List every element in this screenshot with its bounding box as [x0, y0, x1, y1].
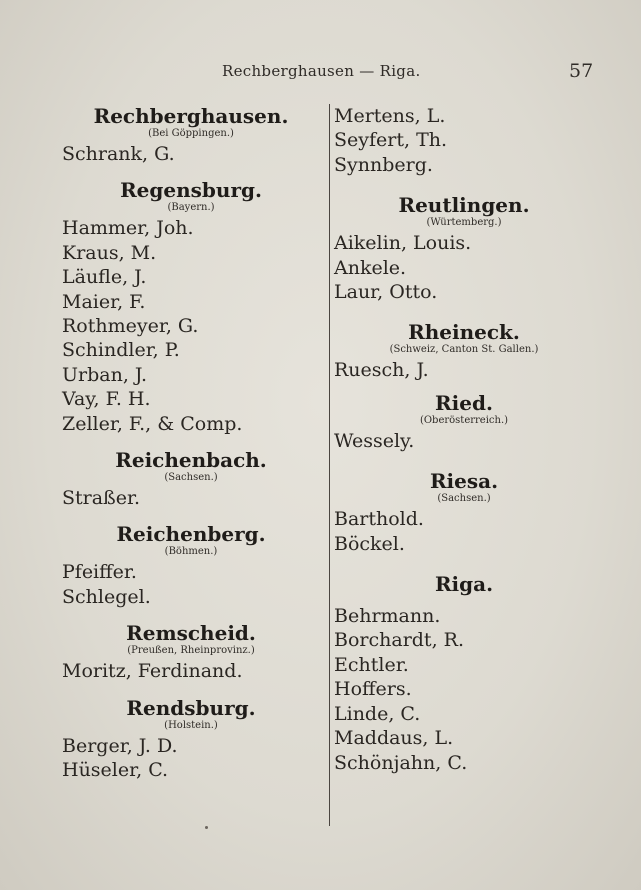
place-section [334, 469, 594, 556]
firm-entry: Maddaus, L. [334, 727, 454, 750]
place-section [62, 104, 320, 166]
spacer [62, 609, 320, 621]
firm-entry: Seyfert, Th. [334, 129, 448, 152]
region-note: (Preußen, Rheinprovinz.) [127, 645, 255, 657]
spacer [334, 556, 594, 572]
entry-list [334, 604, 594, 775]
spacer [334, 177, 594, 193]
firm-entry: Ankele. [334, 256, 407, 279]
right-column [334, 104, 594, 775]
firm-entry: Wessely. [334, 429, 415, 452]
region-note: (Sachsen.) [164, 472, 218, 484]
entry-list [62, 486, 320, 510]
firm-entry: Barthold. [334, 508, 424, 531]
place-heading: Reutlingen. [398, 193, 530, 218]
entry-list [62, 659, 320, 683]
entry-list [334, 358, 594, 382]
firm-entry: Kraus, M. [62, 241, 157, 264]
firm-entry: Schönjahn, C. [334, 751, 468, 774]
place-heading: Ried. [435, 390, 493, 415]
place-section [334, 572, 594, 775]
place-section [62, 522, 320, 609]
firm-entry: Schrank, G. [62, 143, 175, 165]
page-number: 57 [569, 60, 594, 82]
place-heading: Reichenbach. [115, 448, 267, 473]
region-note: (Schweiz, Canton St. Gallen.) [389, 344, 539, 356]
firm-entry: Moritz, Ferdinand. [62, 660, 243, 683]
firm-entry: Vay, F. H. [62, 388, 151, 411]
spacer [62, 436, 320, 448]
firm-entry: Urban, J. [62, 363, 148, 386]
firm-entry: Laur, Otto. [334, 281, 438, 304]
place-section [62, 178, 320, 436]
firm-entry: Mertens, L. [334, 105, 446, 127]
place-heading: Rechberghausen. [93, 104, 289, 128]
ink-speck [205, 826, 208, 829]
entry-list [62, 216, 320, 436]
firm-entry: Behrmann. [334, 605, 441, 628]
place-heading: Remscheid. [126, 621, 256, 646]
region-note: (Sachsen.) [437, 493, 491, 505]
firm-entry: Maier, F. [62, 290, 146, 313]
region-note: (Böhmen.) [164, 546, 218, 558]
region-note: (Bayern.) [167, 202, 215, 214]
spacer [62, 684, 320, 696]
firm-entry: Borchardt, R. [334, 629, 464, 652]
firm-entry: Rothmeyer, G. [62, 315, 199, 338]
place-section [62, 621, 320, 683]
place-section [334, 193, 594, 304]
firm-entry: Böckel. [334, 532, 405, 555]
region-note: (Oberösterreich.) [419, 414, 509, 426]
firm-entry: Straßer. [62, 487, 141, 510]
region-note: (Holstein.) [164, 719, 218, 731]
firm-entry: Hoffers. [334, 678, 412, 701]
entry-list [334, 104, 594, 177]
place-section [62, 696, 320, 783]
firm-entry: Hammer, Joh. [62, 217, 194, 240]
firm-entry: Schlegel. [62, 585, 151, 608]
spacer [62, 510, 320, 522]
firm-entry: Schindler, P. [62, 339, 180, 362]
place-section [62, 448, 320, 510]
page-header [0, 60, 641, 86]
firm-entry: Aikelin, Louis. [334, 232, 472, 255]
firm-entry: Linde, C. [334, 702, 421, 725]
place-heading: Regensburg. [120, 178, 262, 203]
place-heading: Riesa. [429, 469, 499, 494]
firm-entry: Synnberg. [334, 153, 433, 176]
firm-entry: Echtler. [334, 653, 409, 676]
column-divider [329, 104, 330, 826]
place-heading: Riga. [434, 572, 494, 597]
place-heading: Rendsburg. [126, 695, 256, 720]
entry-list [334, 507, 594, 556]
place-heading: Rheineck. [408, 320, 520, 345]
region-note: (Bei Göppingen.) [148, 128, 234, 139]
spacer [62, 166, 320, 178]
place-section [334, 320, 594, 382]
firm-entry: Ruesch, J. [334, 359, 429, 382]
spacer [334, 383, 594, 391]
place-section-continued [334, 104, 594, 177]
spacer [334, 304, 594, 320]
region-note: (Würtemberg.) [426, 217, 502, 229]
firm-entry: Hüseler, C. [62, 759, 169, 782]
place-section [334, 391, 594, 453]
entry-list [334, 429, 594, 453]
entry-list [334, 231, 594, 304]
spacer [334, 453, 594, 469]
firm-entry: Berger, J. D. [62, 734, 178, 757]
running-head: Rechberghausen — Riga. [222, 62, 421, 80]
entry-list [62, 560, 320, 609]
firm-entry: Zeller, F., & Comp. [62, 412, 243, 435]
place-heading: Reichenberg. [116, 522, 266, 547]
entry-list [62, 734, 320, 783]
entry-list [62, 142, 320, 166]
firm-entry: Pfeiffer. [62, 561, 137, 584]
firm-entry: Läufle, J. [62, 266, 147, 289]
left-column [62, 104, 320, 783]
